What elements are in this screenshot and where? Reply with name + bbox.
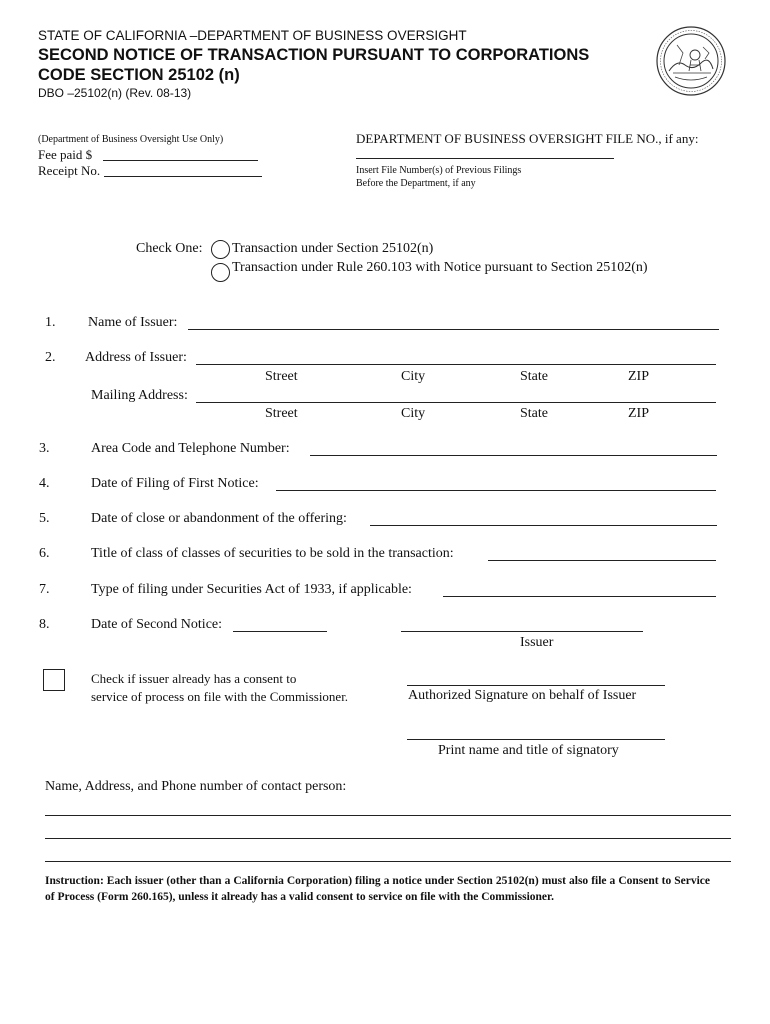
consent-label-line2: service of process on file with the Commissioner.: [91, 689, 349, 704]
contact-line-3[interactable]: [45, 861, 731, 862]
title-class-field[interactable]: [488, 560, 716, 561]
state-label: State: [520, 369, 548, 384]
issuer-label: Issuer: [520, 635, 554, 650]
contact-line-1[interactable]: [45, 815, 731, 816]
file-no-label: DEPARTMENT OF BUSINESS OVERSIGHT FILE NO., if any:: [356, 131, 699, 146]
item-number: 6.: [39, 546, 50, 561]
date-first-notice-label: Date of Filing of First Notice:: [91, 476, 259, 491]
address-of-issuer-field[interactable]: [196, 364, 716, 365]
contact-label: Name, Address, and Phone number of contact person:: [45, 779, 347, 794]
state-label: State: [520, 406, 548, 421]
mailing-address-field[interactable]: [196, 402, 716, 403]
item-number: 7.: [39, 582, 50, 597]
title-class-label: Title of class of classes of securities to be sold in the transaction:: [91, 546, 454, 561]
zip-label: ZIP: [628, 406, 649, 421]
file-no-hint-line2: Before the Department, if any: [356, 178, 476, 189]
office-use-label: (Department of Business Oversight Use Only): [38, 134, 224, 145]
item-number: 4.: [39, 476, 50, 491]
option-section-radio[interactable]: [211, 240, 230, 259]
city-label: City: [401, 406, 426, 421]
city-label: City: [401, 369, 426, 384]
item-number: 2.: [45, 350, 56, 365]
phone-label: Area Code and Telephone Number:: [91, 441, 290, 456]
street-label: Street: [265, 406, 298, 421]
consent-label-line1: Check if issuer already has a consent to: [91, 671, 297, 686]
option-rule-radio[interactable]: [211, 263, 230, 282]
date-close-field[interactable]: [370, 525, 717, 526]
date-first-notice-field[interactable]: [276, 490, 716, 491]
agency-name: STATE OF CALIFORNIA –DEPARTMENT OF BUSINESS OVERSIGHT: [38, 28, 467, 43]
file-no-field[interactable]: [356, 158, 614, 159]
item-number: 8.: [39, 617, 50, 632]
date-close-label: Date of close or abandonment of the offering:: [91, 511, 347, 526]
state-seal-icon: [655, 25, 727, 97]
authorized-signature-field[interactable]: [407, 685, 665, 686]
address-of-issuer-label: Address of Issuer:: [85, 350, 187, 365]
receipt-no-field[interactable]: [104, 176, 262, 177]
print-name-field[interactable]: [407, 739, 665, 740]
form-number: DBO –25102(n) (Rev. 08-13): [38, 86, 192, 100]
form-title-line1: SECOND NOTICE OF TRANSACTION PURSUANT TO CORPORATIONS: [38, 46, 590, 64]
item-number: 1.: [45, 315, 56, 330]
type-filing-field[interactable]: [443, 596, 716, 597]
item-number: 5.: [39, 511, 50, 526]
print-name-label: Print name and title of signatory: [438, 743, 619, 758]
file-no-hint-line1: Insert File Number(s) of Previous Filings: [356, 165, 522, 176]
fee-paid-label: Fee paid $: [38, 147, 93, 162]
receipt-no-label: Receipt No.: [38, 163, 101, 178]
type-filing-label: Type of filing under Securities Act of 1933, if applicable:: [91, 582, 412, 597]
date-second-notice-label: Date of Second Notice:: [91, 617, 223, 632]
instruction-text: Instruction: Each issuer (other than a California Corporation) filing a notice under Section 25102(n) must also file a Consent to Service of Process (Form 260.165), unless it already has a valid consent to service on file with the Commissioner.: [45, 875, 710, 903]
item-number: 3.: [39, 441, 50, 456]
authorized-signature-label: Authorized Signature on behalf of Issuer: [408, 688, 637, 703]
check-one-label: Check One:: [136, 241, 203, 256]
zip-label: ZIP: [628, 369, 649, 384]
name-of-issuer-label: Name of Issuer:: [88, 315, 178, 330]
consent-checkbox[interactable]: [43, 669, 65, 691]
option-rule-label: Transaction under Rule 260.103 with Notice pursuant to Section 25102(n): [232, 260, 648, 275]
phone-field[interactable]: [310, 455, 717, 456]
fee-paid-field[interactable]: [103, 160, 258, 161]
mailing-address-label: Mailing Address:: [91, 388, 188, 403]
contact-line-2[interactable]: [45, 838, 731, 839]
date-second-notice-field[interactable]: [233, 631, 327, 632]
name-of-issuer-field[interactable]: [188, 329, 719, 330]
form-title-line2: CODE SECTION 25102 (n): [38, 66, 240, 84]
issuer-field[interactable]: [401, 631, 643, 632]
option-section-label: Transaction under Section 25102(n): [232, 241, 434, 256]
street-label: Street: [265, 369, 298, 384]
